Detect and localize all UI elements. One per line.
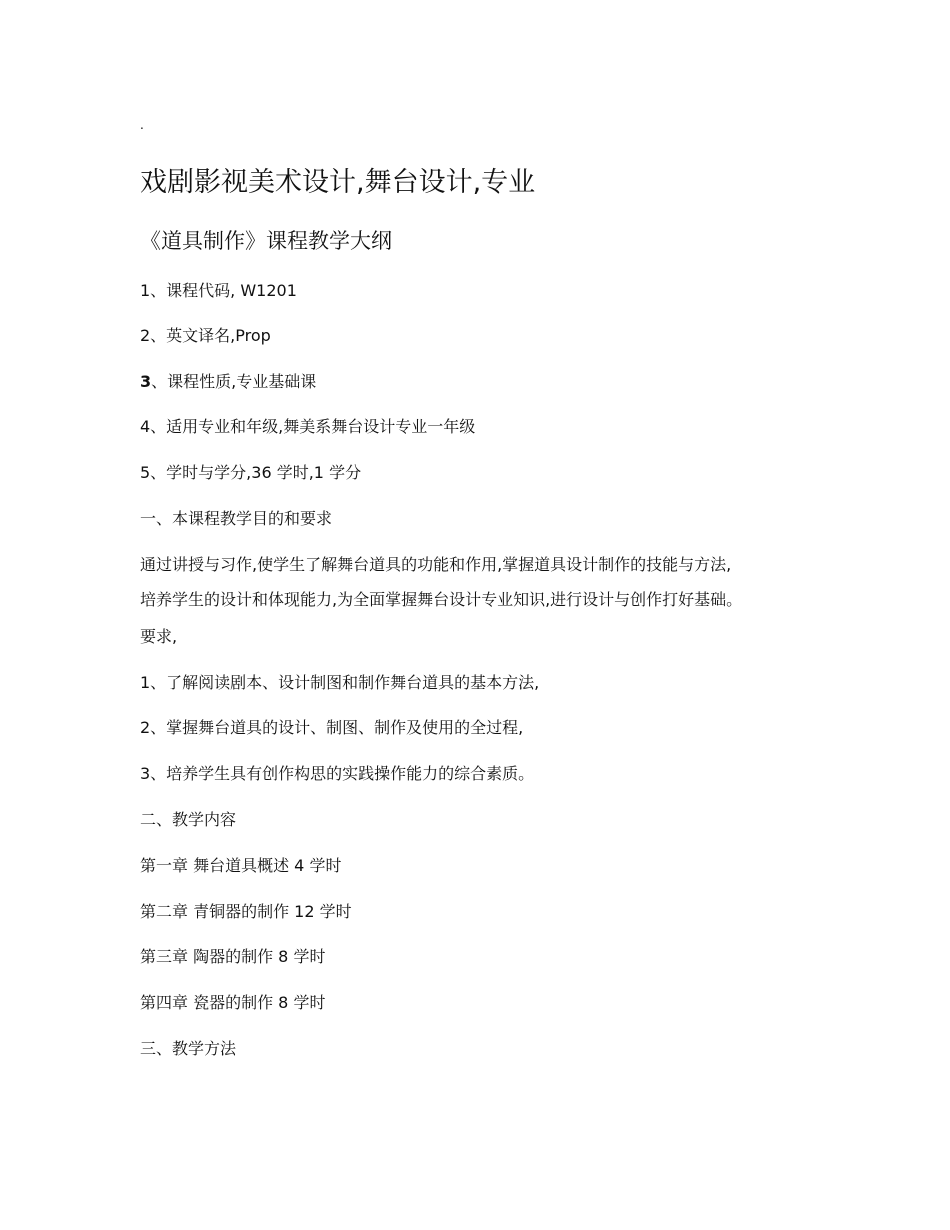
course-nature-number: 3 <box>140 372 152 391</box>
course-nature <box>140 369 316 395</box>
requirement-item: 2、掌握舞台道具的设计、制图、制作及使用的全过程, <box>140 718 524 737</box>
applicable-major: 4、适用专业和年级,舞美系舞台设计专业一年级 <box>140 417 476 436</box>
requirements-label: 要求, <box>140 627 178 646</box>
english-name: 2、英文译名,Prop <box>140 326 271 345</box>
requirement-item: 1、了解阅读剧本、设计制图和制作舞台道具的基本方法, <box>140 673 540 692</box>
objectives-line-1: 通过讲授与习作,使学生了解舞台道具的功能和作用,掌握道具设计制作的技能与方法, <box>140 555 732 574</box>
requirement-item: 3、培养学生具有创作构思的实践操作能力的综合素质。 <box>140 764 535 783</box>
objectives-line-2: 培养学生的设计和体现能力,为全面掌握舞台设计专业知识,进行设计与创作打好基础。 <box>140 590 743 609</box>
objectives-paragraph <box>140 552 830 613</box>
chapter-item: 第三章 陶器的制作 8 学时 <box>140 947 326 966</box>
section-heading-methods: 三、教学方法 <box>140 1039 237 1058</box>
course-code: 1、课程代码, W1201 <box>140 281 297 300</box>
hours-credits: 5、学时与学分,36 学时,1 学分 <box>140 463 362 482</box>
chapter-item: 第二章 青铜器的制作 12 学时 <box>140 902 352 921</box>
document-subtitle: 《道具制作》课程教学大纲 <box>140 229 392 253</box>
section-heading-objectives: 一、本课程教学目的和要求 <box>140 509 333 528</box>
chapter-item: 第四章 瓷器的制作 8 学时 <box>140 993 326 1012</box>
course-nature-text: 、课程性质,专业基础课 <box>151 372 317 391</box>
document-title: 戏剧影视美术设计,舞台设计,专业 <box>140 167 536 198</box>
chapter-item: 第一章 舞台道具概述 4 学时 <box>140 856 342 875</box>
section-heading-content: 二、教学内容 <box>140 810 237 829</box>
page-marker: . <box>140 118 144 132</box>
